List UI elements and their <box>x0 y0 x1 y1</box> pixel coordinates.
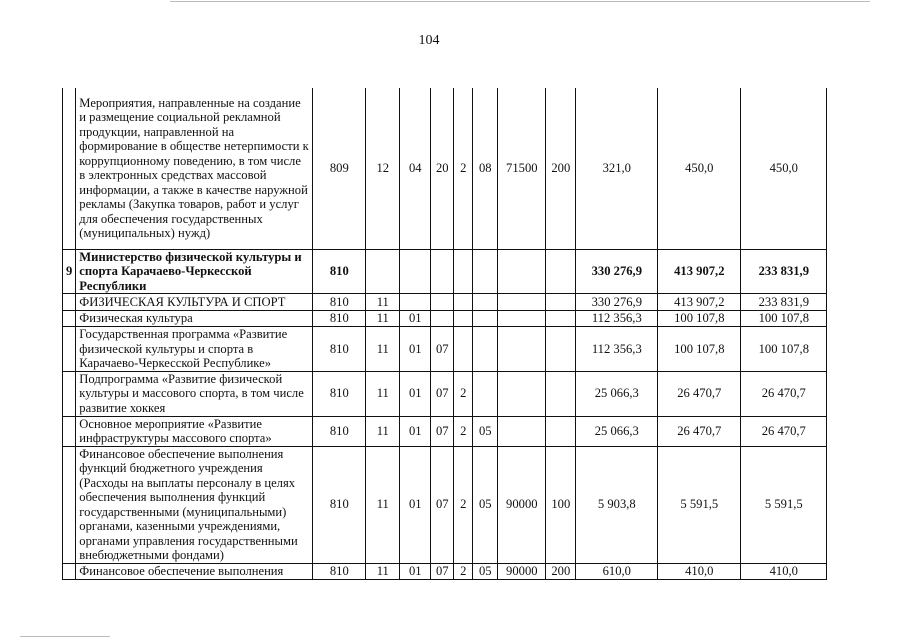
section-code-cell: 11 <box>366 371 400 416</box>
page-number: 104 <box>418 33 440 48</box>
amount-year2-cell: 413 907,2 <box>658 294 741 311</box>
direction-code-cell <box>498 294 546 311</box>
section-code-cell: 11 <box>366 563 400 579</box>
expense-type-cell <box>546 327 576 372</box>
program-code-cell <box>431 249 454 294</box>
subsection-code-cell: 01 <box>400 446 431 563</box>
direction-code-cell <box>498 249 546 294</box>
program-code-cell: 07 <box>431 371 454 416</box>
event-code-cell <box>473 294 498 311</box>
item-name-cell: Мероприятия, направленные на создание и размещение социальной рекламной продукции, направленной на формирование в обществе нетерпимости к коррупционному поведению, в том числе в электронных средствах массовой информации, а также в качестве наружной рекламы (Закупка товаров, работ и услуг для обеспечения государственных (муниципальных) нужд) <box>76 88 313 249</box>
row-number-cell <box>63 416 76 446</box>
ministry-code-cell: 810 <box>313 294 366 311</box>
amount-year1-cell: 330 276,9 <box>576 249 658 294</box>
item-name-cell: Подпрограмма «Развитие физической культуры и массового спорта, в том числе развитие хоккея <box>76 371 313 416</box>
row-number-cell <box>63 446 76 563</box>
table-row <box>63 294 827 311</box>
amount-year1-cell: 112 356,3 <box>576 311 658 327</box>
amount-year2-cell: 410,0 <box>658 563 741 579</box>
subsection-code-cell: 04 <box>400 88 431 249</box>
amount-year1-cell: 25 066,3 <box>576 371 658 416</box>
budget-table <box>62 88 827 580</box>
scan-edge-top <box>170 1 870 2</box>
ministry-code-cell: 810 <box>313 563 366 579</box>
expense-type-cell <box>546 311 576 327</box>
item-name-cell: Финансовое обеспечение выполнения функций бюджетного учреждения (Расходы на выплаты персоналу в целях обеспечения выполнения функций государственными (муниципальными) органами, казенными учреждениями, органами управления государственными внебюджетными фондами) <box>76 446 313 563</box>
amount-year3-cell: 26 470,7 <box>741 416 827 446</box>
amount-year3-cell: 5 591,5 <box>741 446 827 563</box>
direction-code-cell <box>498 416 546 446</box>
section-code-cell: 11 <box>366 416 400 446</box>
program-code-cell: 20 <box>431 88 454 249</box>
section-code-cell: 11 <box>366 327 400 372</box>
section-code-cell: 11 <box>366 294 400 311</box>
row-number-cell <box>63 294 76 311</box>
event-code-cell: 05 <box>473 563 498 579</box>
item-name-cell: ФИЗИЧЕСКАЯ КУЛЬТУРА И СПОРТ <box>76 294 313 311</box>
subsection-code-cell: 01 <box>400 563 431 579</box>
amount-year1-cell: 112 356,3 <box>576 327 658 372</box>
expense-type-cell: 200 <box>546 563 576 579</box>
subprogram-code-cell <box>454 249 473 294</box>
direction-code-cell: 90000 <box>498 446 546 563</box>
amount-year3-cell: 410,0 <box>741 563 827 579</box>
expense-type-cell <box>546 416 576 446</box>
item-name-cell: Физическая культура <box>76 311 313 327</box>
direction-code-cell <box>498 311 546 327</box>
program-code-cell: 07 <box>431 563 454 579</box>
direction-code-cell: 71500 <box>498 88 546 249</box>
program-code-cell <box>431 294 454 311</box>
ministry-code-cell: 810 <box>313 249 366 294</box>
event-code-cell: 08 <box>473 88 498 249</box>
table-row <box>63 563 827 579</box>
subsection-code-cell: 01 <box>400 327 431 372</box>
subprogram-code-cell <box>454 311 473 327</box>
amount-year1-cell: 25 066,3 <box>576 416 658 446</box>
table-row <box>63 327 827 372</box>
amount-year2-cell: 100 107,8 <box>658 311 741 327</box>
row-number-cell: 9 <box>63 249 76 294</box>
subsection-code-cell <box>400 294 431 311</box>
table-row <box>63 371 827 416</box>
event-code-cell <box>473 327 498 372</box>
direction-code-cell <box>498 371 546 416</box>
ministry-code-cell: 810 <box>313 371 366 416</box>
direction-code-cell <box>498 327 546 372</box>
amount-year2-cell: 100 107,8 <box>658 327 741 372</box>
item-name-cell: Государственная программа «Развитие физической культуры и спорта в Карачаево-Черкесской Республике» <box>76 327 313 372</box>
ministry-code-cell: 809 <box>313 88 366 249</box>
item-name-cell: Министерство физической культуры и спорта Карачаево-Черкесской Республики <box>76 249 313 294</box>
ministry-code-cell: 810 <box>313 327 366 372</box>
amount-year1-cell: 330 276,9 <box>576 294 658 311</box>
row-number-cell <box>63 563 76 579</box>
event-code-cell <box>473 311 498 327</box>
amount-year3-cell: 26 470,7 <box>741 371 827 416</box>
amount-year2-cell: 26 470,7 <box>658 371 741 416</box>
ministry-code-cell: 810 <box>313 311 366 327</box>
amount-year2-cell: 450,0 <box>658 88 741 249</box>
table-row <box>63 311 827 327</box>
program-code-cell: 07 <box>431 327 454 372</box>
section-code-cell: 11 <box>366 311 400 327</box>
expense-type-cell <box>546 249 576 294</box>
amount-year3-cell: 233 831,9 <box>741 294 827 311</box>
section-code-cell <box>366 249 400 294</box>
program-code-cell: 07 <box>431 416 454 446</box>
subprogram-code-cell: 2 <box>454 371 473 416</box>
subprogram-code-cell: 2 <box>454 416 473 446</box>
table-row <box>63 88 827 249</box>
expense-type-cell <box>546 371 576 416</box>
amount-year3-cell: 233 831,9 <box>741 249 827 294</box>
section-code-cell: 11 <box>366 446 400 563</box>
amount-year3-cell: 450,0 <box>741 88 827 249</box>
subprogram-code-cell: 2 <box>454 88 473 249</box>
event-code-cell: 05 <box>473 416 498 446</box>
program-code-cell <box>431 311 454 327</box>
subsection-code-cell: 01 <box>400 416 431 446</box>
amount-year3-cell: 100 107,8 <box>741 311 827 327</box>
event-code-cell: 05 <box>473 446 498 563</box>
subsection-code-cell: 01 <box>400 371 431 416</box>
row-number-cell <box>63 371 76 416</box>
item-name-cell: Основное мероприятие «Развитие инфраструктуры массового спорта» <box>76 416 313 446</box>
amount-year3-cell: 100 107,8 <box>741 327 827 372</box>
expense-type-cell: 200 <box>546 88 576 249</box>
subprogram-code-cell: 2 <box>454 446 473 563</box>
row-number-cell <box>63 88 76 249</box>
amount-year2-cell: 5 591,5 <box>658 446 741 563</box>
item-name-cell: Финансовое обеспечение выполнения <box>76 563 313 579</box>
ministry-code-cell: 810 <box>313 446 366 563</box>
subprogram-code-cell <box>454 294 473 311</box>
row-number-cell <box>63 311 76 327</box>
subprogram-code-cell: 2 <box>454 563 473 579</box>
ministry-code-cell: 810 <box>313 416 366 446</box>
amount-year1-cell: 321,0 <box>576 88 658 249</box>
scan-edge-bottom <box>20 636 110 637</box>
section-code-cell: 12 <box>366 88 400 249</box>
event-code-cell <box>473 371 498 416</box>
expense-type-cell: 100 <box>546 446 576 563</box>
subprogram-code-cell <box>454 327 473 372</box>
amount-year1-cell: 610,0 <box>576 563 658 579</box>
amount-year2-cell: 26 470,7 <box>658 416 741 446</box>
row-number-cell <box>63 327 76 372</box>
subsection-code-cell: 01 <box>400 311 431 327</box>
table-body <box>63 88 827 579</box>
event-code-cell <box>473 249 498 294</box>
subsection-code-cell <box>400 249 431 294</box>
amount-year1-cell: 5 903,8 <box>576 446 658 563</box>
expense-type-cell <box>546 294 576 311</box>
table-row <box>63 249 827 294</box>
table-row <box>63 446 827 563</box>
table-row <box>63 416 827 446</box>
program-code-cell: 07 <box>431 446 454 563</box>
direction-code-cell: 90000 <box>498 563 546 579</box>
amount-year2-cell: 413 907,2 <box>658 249 741 294</box>
